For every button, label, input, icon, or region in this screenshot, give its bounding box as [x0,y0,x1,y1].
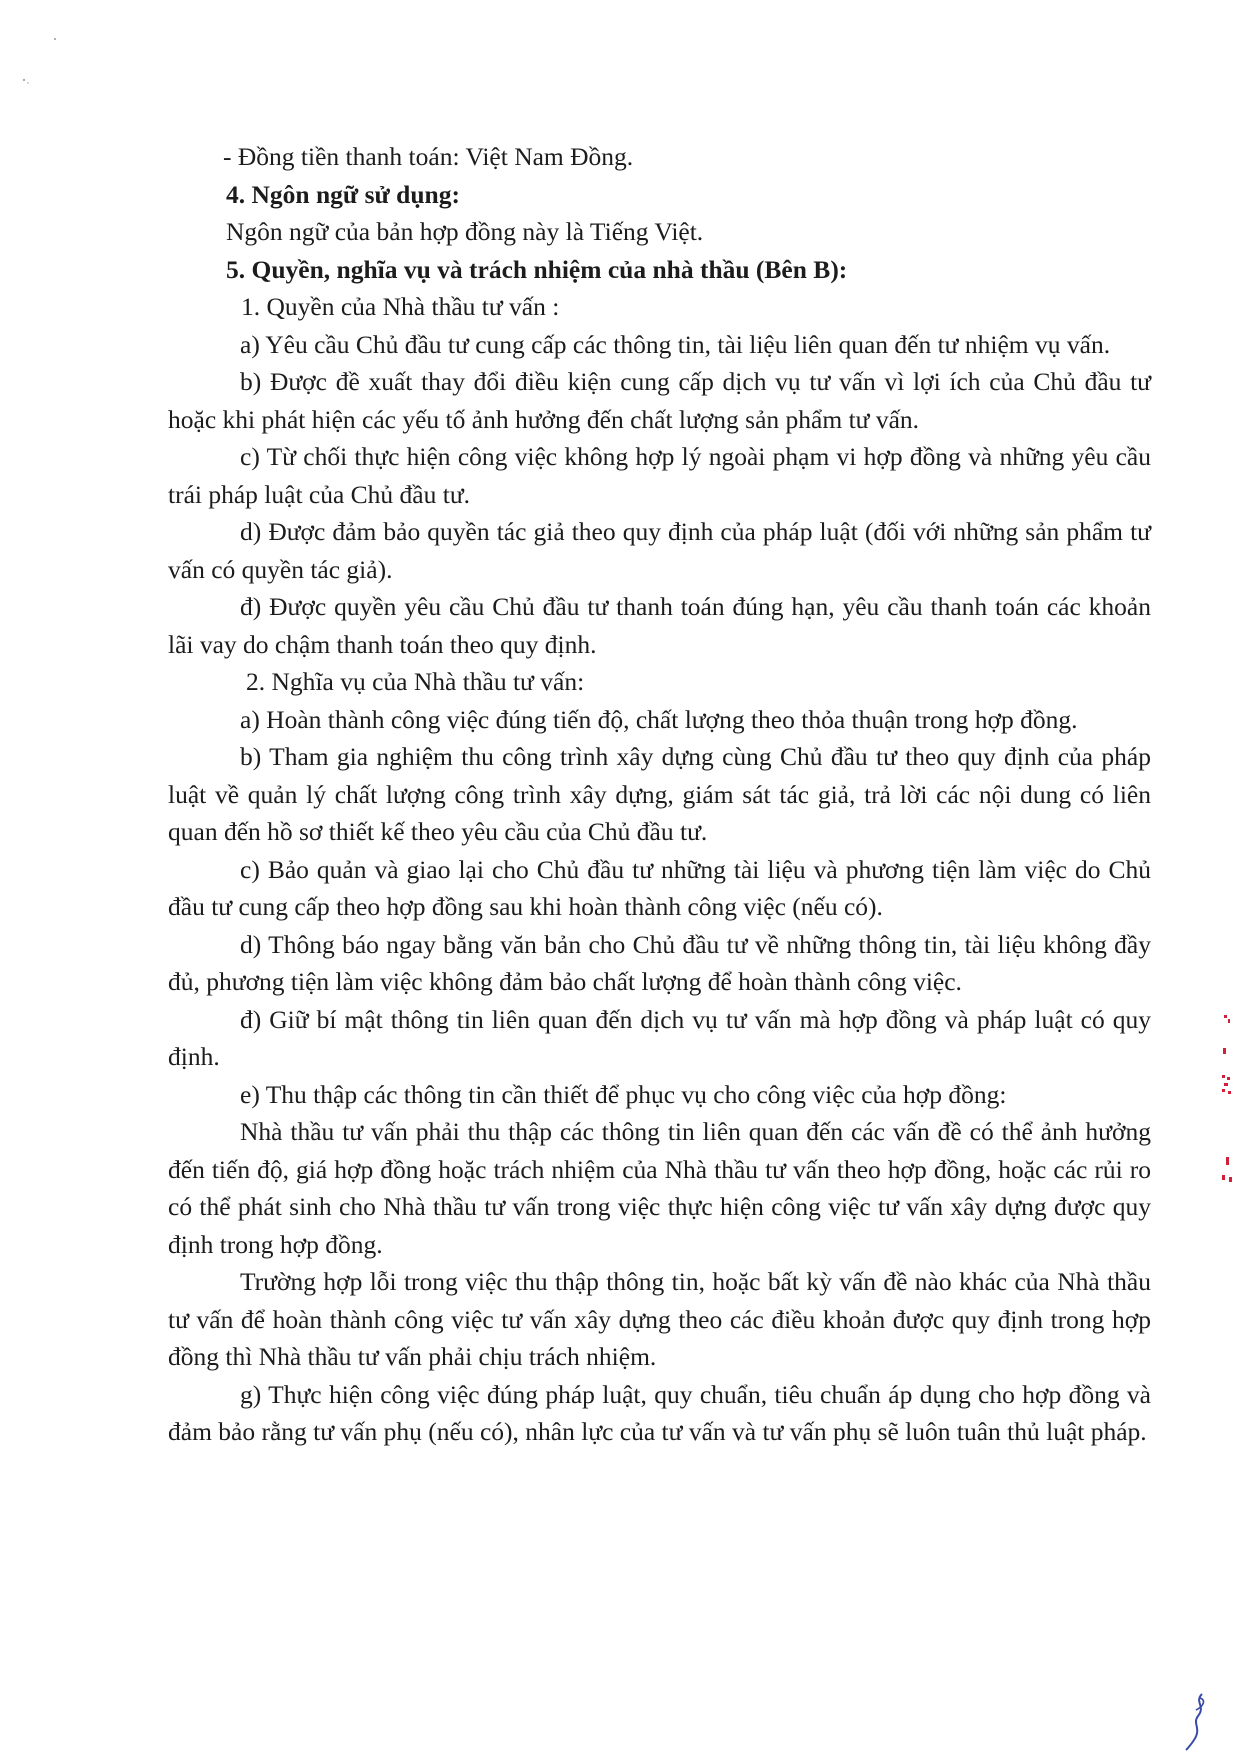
rights-item-dd: đ) Được quyền yêu cầu Chủ đầu tư thanh toán đúng hạn, yêu cầu thanh toán các khoản lãi vay do chậm thanh toán theo quy định. [168,592,1151,659]
obligations-item-d: d) Thông báo ngay bằng văn bản cho Chủ đầu tư về những thông tin, tài liệu không đầy đủ, phương tiện làm việc không đảm bảo chất lượng để hoàn thành công việc. [168,929,1151,996]
obligations-item-e-detail: Nhà thầu tư vấn phải thu thập các thông tin liên quan đến các vấn đề có thể ảnh hưởng đến tiến độ, giá hợp đồng hoặc trách nhiệm của Nhà thầu tư vấn theo hợp đồng, hoặc các rủi ro có thể phát sinh cho Nhà thầu tư vấn trong việc thực hiện công việc tư vấn xây dựng được quy định trong hợp đồng. [168,1117,1151,1259]
obligations-item-b: b) Tham gia nghiệm thu công trình xây dựng cùng Chủ đầu tư theo quy định của pháp luật về quản lý chất lượng công trình xây dựng, giám sát tác giả, trả lời các nội dung có liên quan đến hồ sơ thiết kế theo yêu cầu của Chủ đầu tư. [168,742,1151,846]
section-4-heading: 4. Ngôn ngữ sử dụng: [226,179,460,209]
rights-item-c: c) Từ chối thực hiện công việc không hợp lý ngoài phạm vi hợp đồng và những yêu cầu trái pháp luật của Chủ đầu tư. [168,442,1151,509]
language-line: Ngôn ngữ của bản hợp đồng này là Tiếng Việt. [226,217,704,246]
rights-item-d: d) Được đảm bảo quyền tác giả theo quy định của pháp luật (đối với những sản phẩm tư vấn có quyền tác giả). [168,517,1151,584]
initials-signature-icon [1180,1690,1220,1752]
rights-item-b: b) Được đề xuất thay đổi điều kiện cung cấp dịch vụ tư vấn vì lợi ích của Chủ đầu tư hoặc khi phát hiện các yếu tố ảnh hưởng đến chất lượng sản phẩm tư vấn. [168,367,1151,434]
obligations-item-dd: đ) Giữ bí mật thông tin liên quan đến dịch vụ tư vấn mà hợp đồng và pháp luật có quy định. [168,1004,1151,1071]
obligations-item-e-liability: Trường hợp lỗi trong việc thu thập thông tin, hoặc bất kỳ vấn đề nào khác của Nhà thầu tư vấn để hoàn thành công việc tư vấn xây dựng theo các điều khoản được quy định trong hợp đồng thì Nhà thầu tư vấn phải chịu trách nhiệm. [168,1267,1151,1371]
obligations-heading: 2. Nghĩa vụ của Nhà thầu tư vấn: [246,667,585,696]
scan-speck [15,25,65,95]
seal-fragment-icon [1218,1005,1238,1190]
obligations-item-e: e) Thu thập các thông tin cần thiết để phục vụ cho công việc của hợp đồng: [240,1079,1007,1109]
currency-line: - Đồng tiền thanh toán: Việt Nam Đồng. [223,142,634,171]
section-5-heading: 5. Quyền, nghĩa vụ và trách nhiệm của nhà thầu (Bên B): [226,254,848,284]
rights-item-a: a) Yêu cầu Chủ đầu tư cung cấp các thông tin, tài liệu liên quan đến tư nhiệm vụ vấn. [240,329,1111,359]
rights-heading: 1. Quyền của Nhà thầu tư vấn : [241,292,560,321]
document-body [168,138,1151,1451]
obligations-item-a: a) Hoàn thành công việc đúng tiến độ, chất lượng theo thỏa thuận trong hợp đồng. [240,704,1078,734]
obligations-item-g: g) Thực hiện công việc đúng pháp luật, quy chuẩn, tiêu chuẩn áp dụng cho hợp đồng và đảm bảo rằng tư vấn phụ (nếu có), nhân lực của tư vấn và tư vấn phụ sẽ luôn tuân thủ luật pháp. [168,1379,1151,1446]
obligations-item-c: c) Bảo quản và giao lại cho Chủ đầu tư những tài liệu và phương tiện làm việc do Chủ đầu tư cung cấp theo hợp đồng sau khi hoàn thành công việc (nếu có). [168,854,1151,921]
